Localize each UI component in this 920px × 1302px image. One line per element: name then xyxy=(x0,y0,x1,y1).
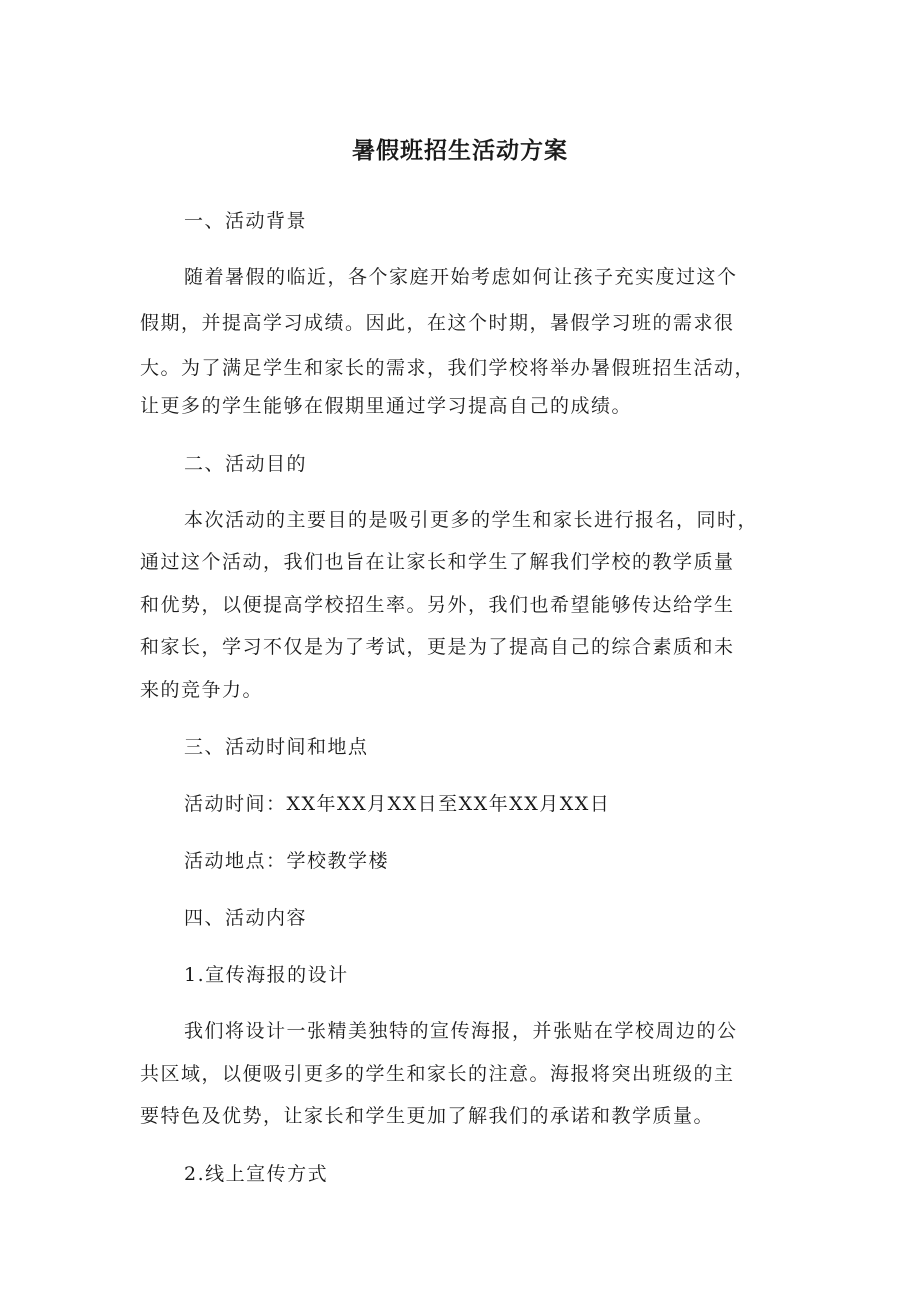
subsection-heading-poster: 1.宣传海报的设计 xyxy=(184,964,349,986)
paragraph-line: 随着暑假的临近，各个家庭开始考虑如何让孩子充实度过这个 xyxy=(184,266,738,288)
paragraph-line: 本次活动的主要目的是吸引更多的学生和家长进行报名，同时， xyxy=(184,509,759,531)
section-heading-background: 一、活动背景 xyxy=(184,210,308,232)
activity-place: 活动地点：学校教学楼 xyxy=(184,850,390,872)
paragraph-line: 通过这个活动，我们也旨在让家长和学生了解我们学校的教学质量 xyxy=(140,551,735,573)
section-heading-time-place: 三、活动时间和地点 xyxy=(184,736,369,758)
section-heading-purpose: 二、活动目的 xyxy=(184,453,308,475)
paragraph-line: 和优势，以便提高学校招生率。另外，我们也希望能够传达给学生 xyxy=(140,594,735,616)
paragraph-line: 来的竞争力。 xyxy=(140,679,264,701)
paragraph-line: 和家长，学习不仅是为了考试，更是为了提高自己的综合素质和未 xyxy=(140,636,735,658)
subsection-heading-online: 2.线上宣传方式 xyxy=(184,1163,329,1185)
paragraph-line: 让更多的学生能够在假期里通过学习提高自己的成绩。 xyxy=(140,395,633,417)
paragraph-line: 大。为了满足学生和家长的需求，我们学校将举办暑假班招生活动， xyxy=(140,357,756,379)
paragraph-line: 要特色及优势，让家长和学生更加了解我们的承诺和教学质量。 xyxy=(140,1105,715,1127)
document-title: 暑假班招生活动方案 xyxy=(352,138,568,164)
section-heading-content: 四、活动内容 xyxy=(184,907,308,929)
paragraph-line: 我们将设计一张精美独特的宣传海报，并张贴在学校周边的公 xyxy=(184,1020,738,1042)
paragraph-line: 假期，并提高学习成绩。因此，在这个时期，暑假学习班的需求很 xyxy=(140,312,735,334)
paragraph-line: 共区域，以便吸引更多的学生和家长的注意。海报将突出班级的主 xyxy=(140,1063,735,1085)
activity-time: 活动时间：XX年XX月XX日至XX年XX月XX日 xyxy=(184,793,611,815)
